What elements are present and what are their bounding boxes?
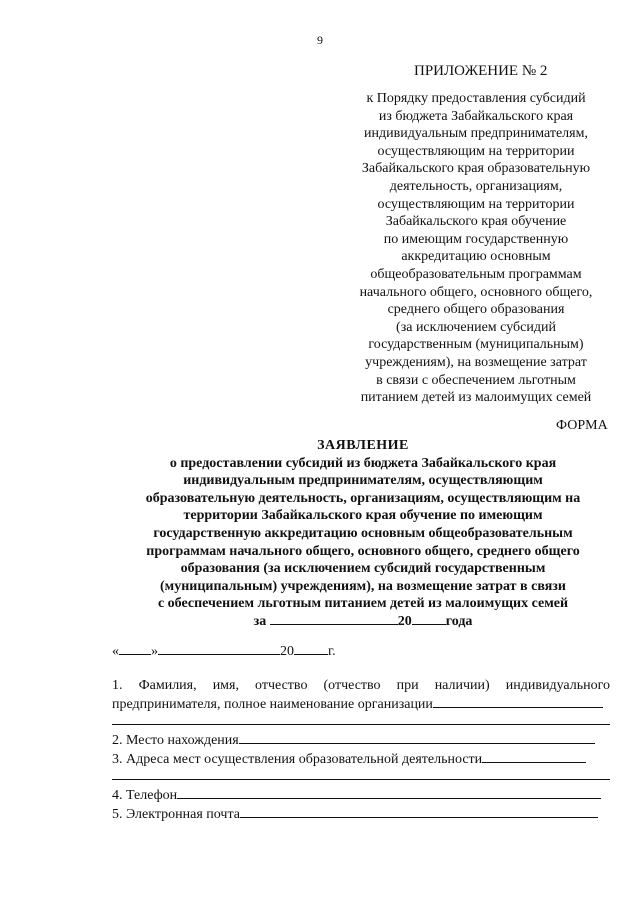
- date-close-quote: »: [151, 644, 158, 659]
- statement-line: программам начального общего, основного общего, среднего общего: [146, 543, 580, 559]
- appendix-subtitle: [340, 90, 612, 407]
- field-1-label-line: 1. Фамилия, имя, отчество (отчество при наличии) индивидуального: [112, 678, 610, 693]
- date-year-suffix: г.: [328, 644, 336, 659]
- statement-line: (муниципальным) учреждениям), на возмещение затрат в связи: [160, 578, 566, 594]
- appendix-subtitle-line: (за исключением субсидий: [396, 319, 556, 335]
- period-blank[interactable]: [270, 613, 398, 625]
- appendix-subtitle-line: осуществляющим на территории: [377, 143, 575, 159]
- field-2-row: [112, 731, 610, 750]
- field-2-label: 2. Место нахождения: [112, 733, 239, 748]
- field-1-extra-line[interactable]: [112, 716, 610, 725]
- appendix-subtitle-line: питанием детей из малоимущих семей: [360, 390, 592, 406]
- day-blank[interactable]: [119, 643, 151, 655]
- statement-title-block: [110, 437, 616, 631]
- statement-line: территории Забайкальского края обучение по имеющим: [183, 508, 543, 524]
- field-3-blank[interactable]: [482, 750, 586, 763]
- appendix-subtitle-line: государственным (муниципальным): [368, 337, 584, 353]
- appendix-subtitle-line: Забайкальского края обучение: [385, 214, 567, 230]
- month-blank[interactable]: [158, 643, 280, 655]
- field-3-label: 3. Адреса мест осуществления образовательной деятельности: [112, 752, 483, 767]
- field-3-row: [112, 750, 610, 769]
- statement-line: государственную аккредитацию основным общеобразовательным: [153, 525, 573, 541]
- period-suffix: года: [445, 613, 473, 629]
- statement-line: индивидуальным предпринимателям, осуществляющим: [183, 473, 543, 489]
- period-year-blank[interactable]: [412, 613, 446, 625]
- field-4-row: [112, 786, 610, 805]
- appendix-subtitle-line: аккредитацию основным: [401, 249, 551, 265]
- appendix-title: ПРИЛОЖЕНИЕ № 2: [414, 63, 548, 79]
- appendix-subtitle-line: из бюджета Забайкальского края: [378, 108, 574, 124]
- statement-line: с обеспечением льготным питанием детей из малоимущих семей: [157, 596, 569, 612]
- appendix-subtitle-line: учреждениям), на возмещение затрат: [365, 354, 587, 370]
- date-line: [112, 643, 336, 660]
- appendix-subtitle-line: начального общего, основного общего,: [359, 284, 593, 300]
- appendix-subtitle-line: среднего общего образования: [387, 302, 565, 318]
- field-4-label: 4. Телефон: [112, 788, 178, 803]
- field-3-extra-line[interactable]: [112, 771, 610, 780]
- field-1-label: предпринимателя, полное наименование организации: [112, 697, 433, 712]
- appendix-subtitle-line: общеобразовательным программам: [370, 266, 582, 282]
- field-5-blank[interactable]: [240, 805, 598, 818]
- appendix-subtitle-line: в связи с обеспечением льготным: [376, 372, 576, 388]
- field-1-row: [112, 695, 610, 714]
- form-label: ФОРМА: [556, 418, 608, 433]
- statement-period-line: [110, 613, 616, 631]
- appendix-subtitle-line: индивидуальным предпринимателям,: [364, 126, 588, 142]
- date-open-quote: «: [112, 644, 119, 659]
- period-year-prefix: 20: [397, 613, 412, 629]
- application-fields: [112, 677, 610, 824]
- period-prefix: за: [253, 613, 267, 629]
- statement-title: ЗАЯВЛЕНИЕ: [317, 438, 409, 453]
- field-5-label: 5. Электронная почта: [112, 807, 240, 822]
- appendix-subtitle-line: осуществляющим на территории: [377, 196, 575, 212]
- field-4-blank[interactable]: [177, 786, 601, 799]
- statement-line: о предоставлении субсидий из бюджета Забайкальского края: [169, 455, 557, 471]
- field-2-blank[interactable]: [239, 731, 595, 744]
- appendix-subtitle-line: деятельность, организациям,: [389, 178, 563, 194]
- page-number: 9: [317, 33, 323, 47]
- field-1-blank[interactable]: [433, 695, 603, 708]
- year-blank[interactable]: [294, 643, 328, 655]
- statement-line: образования (за исключением субсидий государственным: [180, 561, 546, 577]
- statement-line: образовательную деятельность, организациям, осуществляющим на: [145, 490, 581, 506]
- appendix-subtitle-line: по имеющим государственную: [383, 231, 569, 247]
- appendix-subtitle-line: Забайкальского края образовательную: [361, 161, 591, 177]
- appendix-subtitle-line: к Порядку предоставления субсидий: [366, 91, 586, 106]
- date-year-prefix: 20: [280, 644, 294, 659]
- field-5-row: [112, 805, 610, 824]
